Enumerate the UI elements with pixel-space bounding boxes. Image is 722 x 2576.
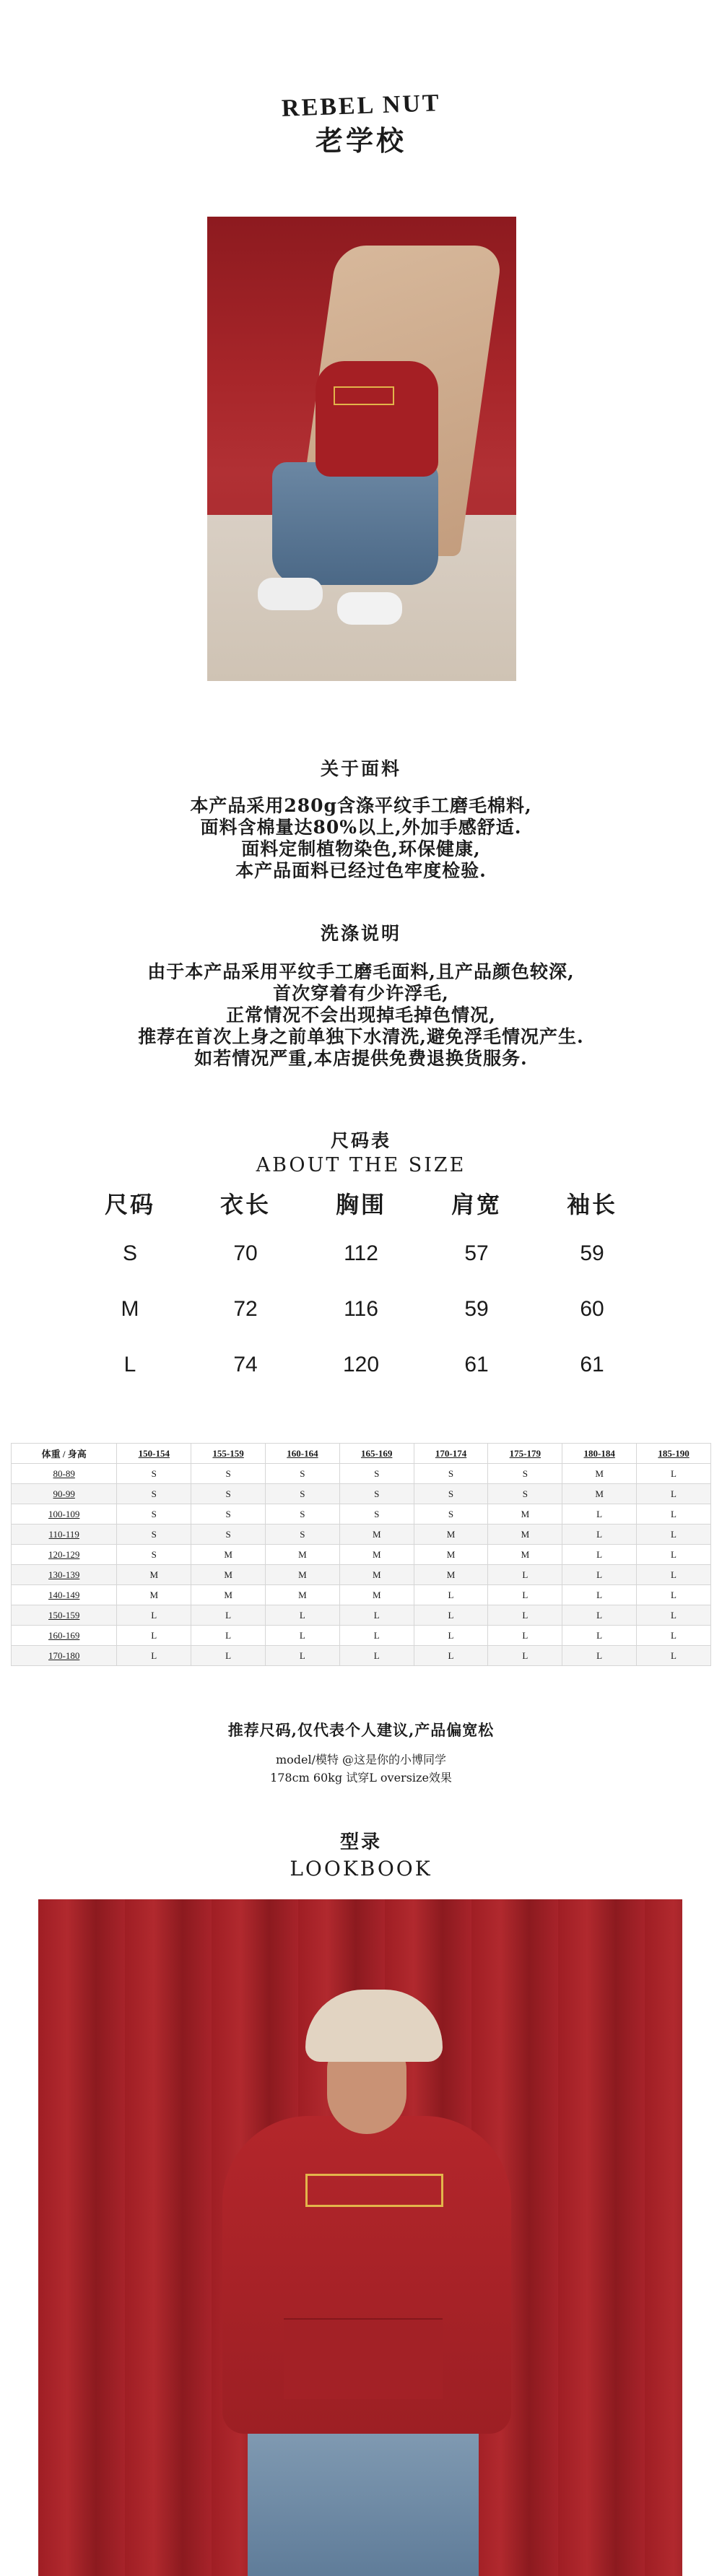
rec-size-cell: L xyxy=(339,1605,414,1626)
rec-size-cell: L xyxy=(637,1565,711,1585)
photo-hoodie-pocket xyxy=(284,2318,443,2399)
rec-size-cell: L xyxy=(562,1565,637,1585)
rec-weight-label: 80-89 xyxy=(12,1464,117,1484)
rec-size-cell: S xyxy=(191,1464,266,1484)
size-cell: 60 xyxy=(580,1296,604,1321)
rec-size-cell: L xyxy=(637,1484,711,1504)
rec-size-cell: L xyxy=(339,1646,414,1666)
size-header-cell: 衣长 xyxy=(219,1191,271,1218)
rec-size-cell: L xyxy=(637,1605,711,1626)
rec-size-cell: L xyxy=(562,1626,637,1646)
rec-size-cell: S xyxy=(339,1484,414,1504)
rec-size-cell: L xyxy=(191,1646,266,1666)
rec-weight-label: 120-129 xyxy=(12,1545,117,1565)
fabric-text xyxy=(0,795,722,882)
photo-hoodie-print xyxy=(334,386,394,405)
rec-size-cell: M xyxy=(414,1545,488,1565)
wash-line: 首次穿着有少许浮毛, xyxy=(273,983,449,1004)
rec-size-cell: S xyxy=(266,1504,340,1525)
rec-size-cell: L xyxy=(266,1605,340,1626)
size-header-cell: 袖长 xyxy=(566,1191,617,1218)
brand-logo xyxy=(0,92,722,158)
rec-weight-label: 150-159 xyxy=(12,1605,117,1626)
size-recommendation-table xyxy=(11,1443,711,1666)
rec-row xyxy=(12,1464,711,1484)
rec-size-cell: L xyxy=(266,1646,340,1666)
size-table-row xyxy=(72,1281,650,1337)
size-cell: 116 xyxy=(344,1296,378,1321)
rec-size-cell: L xyxy=(488,1646,562,1666)
rec-size-cell: L xyxy=(339,1626,414,1646)
size-table-header-row xyxy=(72,1181,650,1226)
rec-size-cell: S xyxy=(117,1545,191,1565)
rec-size-cell: L xyxy=(562,1525,637,1545)
size-cell: 70 xyxy=(233,1241,258,1265)
lookbook-heading xyxy=(0,1827,722,1881)
rec-size-cell: L xyxy=(562,1605,637,1626)
rec-size-cell: M xyxy=(266,1565,340,1585)
rec-row xyxy=(12,1525,711,1545)
lookbook-photo xyxy=(38,1899,682,2576)
fabric-line: 面料含棉量达80%以上,外加手感舒适. xyxy=(200,817,522,838)
rec-weight-label: 130-139 xyxy=(12,1565,117,1585)
rec-size-cell: S xyxy=(266,1464,340,1484)
rec-size-cell: L xyxy=(414,1626,488,1646)
rec-weight-label: 100-109 xyxy=(12,1504,117,1525)
size-cell: 72 xyxy=(233,1296,258,1321)
rec-height-header: 170-174 xyxy=(414,1444,488,1464)
rec-size-cell: S xyxy=(414,1484,488,1504)
size-chart-title-cn: 尺码表 xyxy=(330,1130,391,1151)
size-cell: 61 xyxy=(580,1352,604,1376)
rec-height-header: 165-169 xyxy=(339,1444,414,1464)
rec-size-cell: L xyxy=(266,1626,340,1646)
size-chart-title-en: ABOUT THE SIZE xyxy=(256,1154,466,1176)
rec-size-cell: L xyxy=(637,1585,711,1605)
size-table xyxy=(72,1181,650,1392)
rec-size-cell: M xyxy=(488,1525,562,1545)
rec-size-cell: M xyxy=(339,1525,414,1545)
rec-corner-label: 体重 / 身高 xyxy=(12,1444,117,1464)
wash-text xyxy=(0,961,722,1070)
size-table-row xyxy=(72,1226,650,1281)
rec-size-cell: S xyxy=(191,1504,266,1525)
rec-height-header: 175-179 xyxy=(488,1444,562,1464)
rec-size-cell: M xyxy=(266,1545,340,1565)
rec-size-cell: L xyxy=(637,1626,711,1646)
rec-size-cell: M xyxy=(191,1585,266,1605)
rec-size-cell: S xyxy=(339,1464,414,1484)
wash-line: 如若情况严重,本店提供免费退换货服务. xyxy=(194,1048,528,1069)
rec-size-cell: L xyxy=(117,1646,191,1666)
rec-weight-label: 90-99 xyxy=(12,1484,117,1504)
photo-shoe-left xyxy=(258,578,323,610)
rec-size-cell: M xyxy=(191,1545,266,1565)
rec-size-cell: M xyxy=(117,1565,191,1585)
size-cell: 112 xyxy=(344,1241,378,1265)
rec-size-cell: S xyxy=(191,1484,266,1504)
rec-size-cell: S xyxy=(191,1525,266,1545)
photo-jeans xyxy=(248,2434,479,2576)
fabric-line: 面料定制植物染色,环保健康, xyxy=(241,838,481,859)
rec-size-cell: S xyxy=(266,1484,340,1504)
rec-row xyxy=(12,1545,711,1565)
rec-size-cell: L xyxy=(562,1504,637,1525)
rec-row xyxy=(12,1504,711,1525)
rec-size-cell: S xyxy=(117,1464,191,1484)
rec-size-cell: M xyxy=(339,1565,414,1585)
photo-hoodie-print xyxy=(305,2174,443,2207)
photo-shoe-right xyxy=(337,592,402,625)
rec-row xyxy=(12,1484,711,1504)
rec-size-cell: L xyxy=(637,1545,711,1565)
rec-size-cell: L xyxy=(414,1646,488,1666)
rec-size-cell: L xyxy=(414,1585,488,1605)
rec-height-header: 160-164 xyxy=(266,1444,340,1464)
rec-size-cell: M xyxy=(488,1504,562,1525)
rec-height-header: 180-184 xyxy=(562,1444,637,1464)
wash-section xyxy=(0,919,722,1070)
size-note-advice: 推荐尺码,仅代表个人建议,产品偏宽松 xyxy=(227,1721,495,1739)
size-cell: S xyxy=(122,1241,137,1265)
size-cell: L xyxy=(123,1352,136,1376)
rec-size-cell: L xyxy=(191,1626,266,1646)
rec-height-header: 185-190 xyxy=(637,1444,711,1464)
wash-line: 正常情况不会出现掉毛掉色情况, xyxy=(226,1005,496,1025)
rec-row xyxy=(12,1565,711,1585)
size-table-row xyxy=(72,1337,650,1392)
rec-size-cell: M xyxy=(339,1585,414,1605)
rec-size-cell: M xyxy=(339,1545,414,1565)
photo-bucket-hat xyxy=(305,1990,443,2062)
rec-size-cell: S xyxy=(117,1484,191,1504)
wash-line: 推荐在首次上身之前单独下水清洗,避免浮毛情况产生. xyxy=(138,1026,584,1047)
rec-size-cell: M xyxy=(488,1545,562,1565)
size-cell: 61 xyxy=(464,1352,489,1376)
rec-size-cell: L xyxy=(488,1605,562,1626)
rec-size-cell: S xyxy=(488,1484,562,1504)
rec-size-cell: M xyxy=(266,1585,340,1605)
rec-size-cell: M xyxy=(414,1565,488,1585)
rec-size-cell: S xyxy=(414,1464,488,1484)
fabric-line: 本产品采用280g含涤平纹手工磨毛棉料, xyxy=(190,795,532,816)
rec-size-cell: L xyxy=(117,1605,191,1626)
rec-size-cell: S xyxy=(339,1504,414,1525)
rec-size-cell: M xyxy=(562,1464,637,1484)
size-header-cell: 肩宽 xyxy=(451,1191,502,1218)
model-photo-reclining xyxy=(207,217,516,681)
rec-size-cell: L xyxy=(117,1626,191,1646)
rec-size-cell: M xyxy=(414,1525,488,1545)
brand-name-en: REBEL NUT xyxy=(281,90,441,122)
photo-hoodie xyxy=(316,361,438,477)
rec-size-cell: L xyxy=(488,1565,562,1585)
brand-name-cn: 老学校 xyxy=(315,124,406,157)
rec-weight-label: 140-149 xyxy=(12,1585,117,1605)
rec-row xyxy=(12,1585,711,1605)
wash-line: 由于本产品采用平纹手工磨毛面料,且产品颜色较深, xyxy=(147,961,575,982)
rec-height-header: 150-154 xyxy=(117,1444,191,1464)
size-cell: 59 xyxy=(580,1241,604,1265)
rec-weight-label: 160-169 xyxy=(12,1626,117,1646)
rec-size-cell: L xyxy=(562,1646,637,1666)
fabric-title: 关于面料 xyxy=(320,758,401,779)
rec-size-cell: S xyxy=(266,1525,340,1545)
rec-size-cell: L xyxy=(637,1525,711,1545)
rec-size-cell: M xyxy=(191,1565,266,1585)
model-credit: model/模特 @这是你的小博同学 xyxy=(275,1753,447,1766)
fabric-section xyxy=(0,755,722,882)
size-cell: M xyxy=(121,1296,139,1321)
rec-row xyxy=(12,1626,711,1646)
rec-size-cell: L xyxy=(637,1504,711,1525)
rec-size-cell: L xyxy=(488,1585,562,1605)
rec-row xyxy=(12,1605,711,1626)
lookbook-title-en: LOOKBOOK xyxy=(290,1857,432,1881)
rec-size-cell: L xyxy=(562,1545,637,1565)
size-cell: 120 xyxy=(342,1352,380,1376)
model-measurements: 178cm 60kg 试穿L oversize效果 xyxy=(270,1771,452,1784)
photo-jeans xyxy=(272,462,438,585)
rec-weight-label: 110-119 xyxy=(12,1525,117,1545)
lookbook-title-cn: 型录 xyxy=(339,1831,382,1853)
rec-size-cell: M xyxy=(117,1585,191,1605)
size-cell: 57 xyxy=(464,1241,489,1265)
rec-size-cell: S xyxy=(117,1504,191,1525)
rec-size-cell: L xyxy=(191,1605,266,1626)
rec-height-header: 155-159 xyxy=(191,1444,266,1464)
rec-size-cell: L xyxy=(637,1646,711,1666)
size-note xyxy=(0,1719,722,1785)
rec-size-cell: L xyxy=(488,1626,562,1646)
rec-size-cell: L xyxy=(562,1585,637,1605)
rec-size-cell: L xyxy=(637,1464,711,1484)
fabric-line: 本产品面料已经过色牢度检验. xyxy=(235,860,487,881)
rec-size-cell: S xyxy=(117,1525,191,1545)
size-cell: 59 xyxy=(464,1296,489,1321)
rec-size-cell: S xyxy=(488,1464,562,1484)
rec-header-row xyxy=(12,1444,711,1464)
size-chart-heading xyxy=(0,1127,722,1176)
size-cell: 74 xyxy=(233,1352,258,1376)
rec-size-cell: S xyxy=(414,1504,488,1525)
wash-title: 洗涤说明 xyxy=(320,923,401,944)
rec-row xyxy=(12,1646,711,1666)
rec-size-cell: M xyxy=(562,1484,637,1504)
rec-weight-label: 170-180 xyxy=(12,1646,117,1666)
rec-size-cell: L xyxy=(414,1605,488,1626)
size-header-cell: 胸围 xyxy=(335,1191,386,1218)
size-header-cell: 尺码 xyxy=(104,1191,155,1218)
